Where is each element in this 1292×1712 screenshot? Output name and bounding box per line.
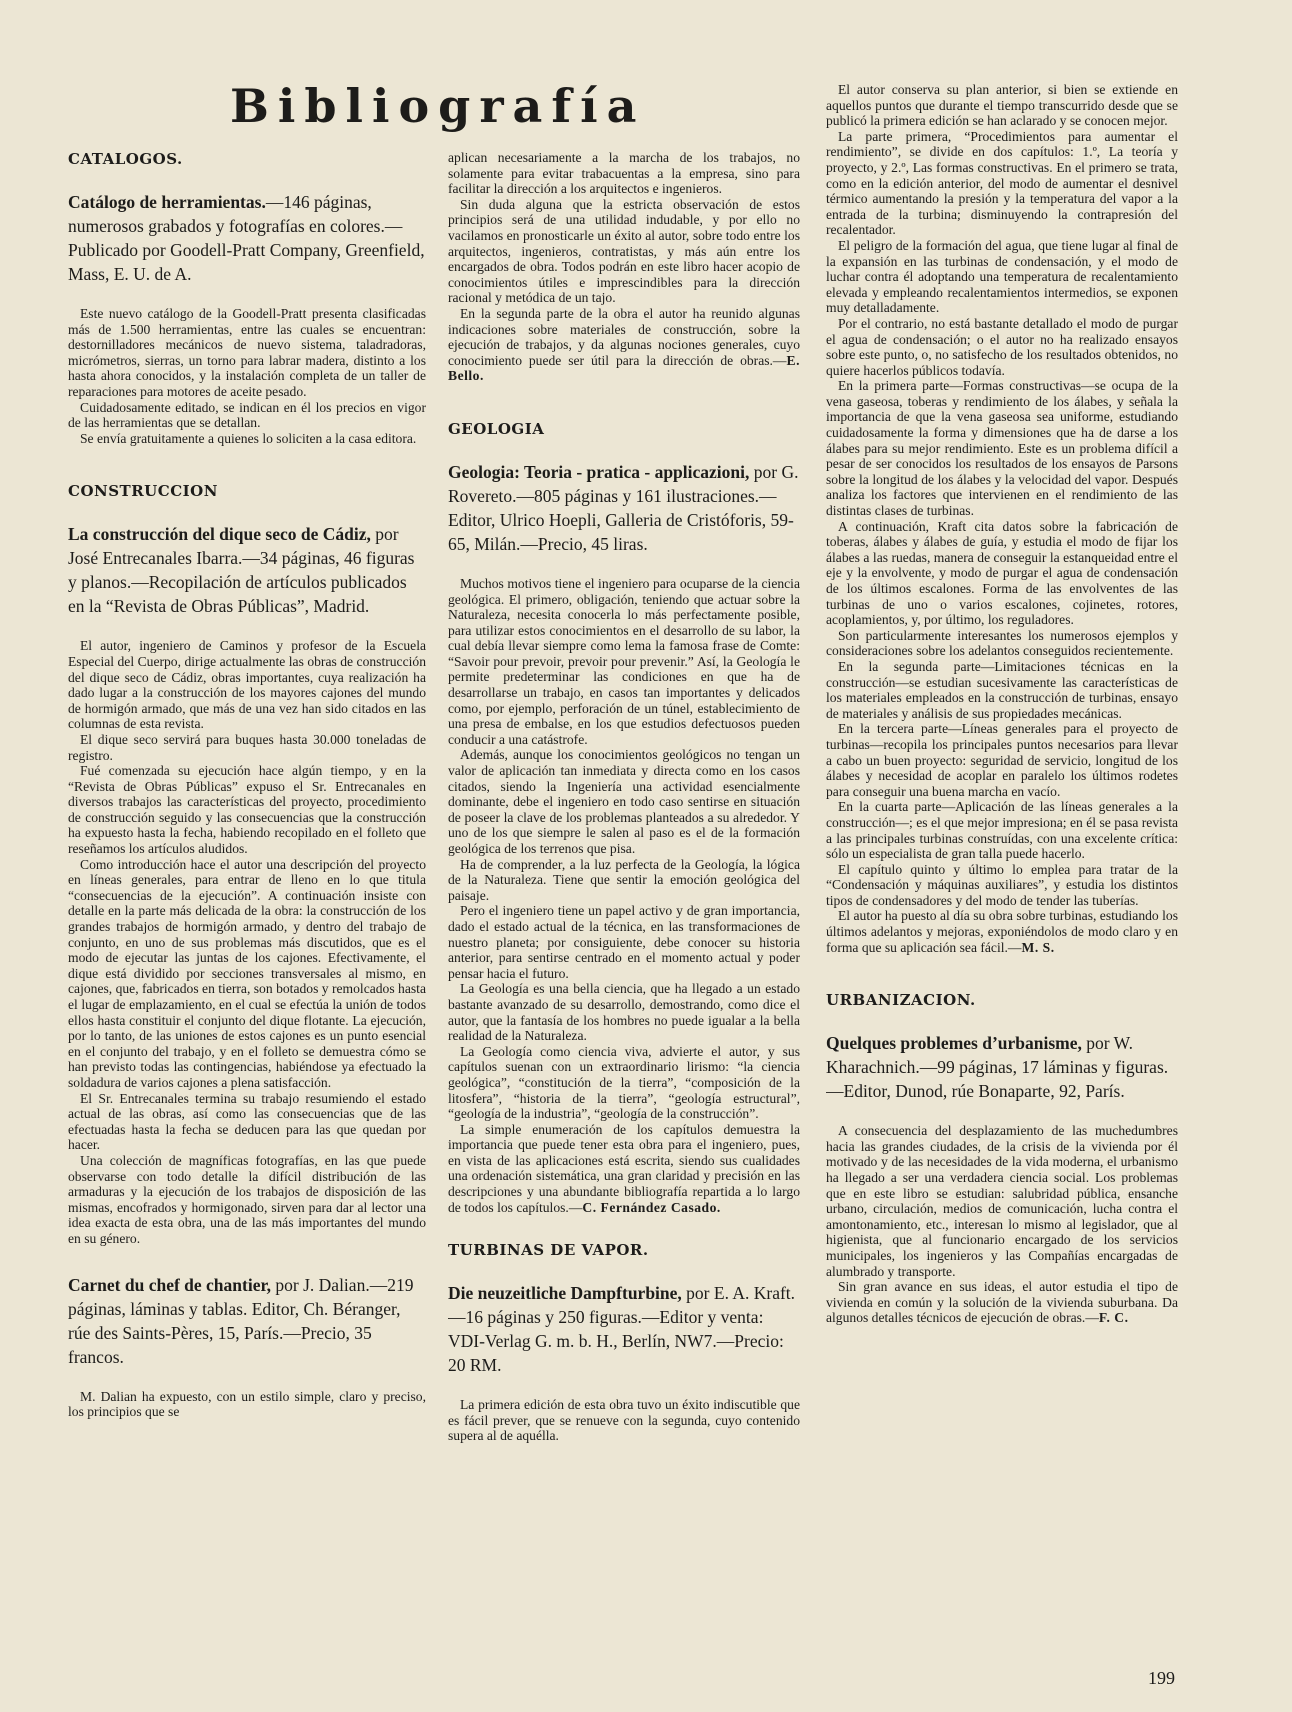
section-heading-turbinas: TURBINAS DE VAPOR. [448,1241,649,1260]
paragraph: Se envía gratuitamente a quienes lo soliciten a la casa editora. [80,430,417,446]
book-details: por J. Dalian.—219 páginas, láminas y tablas. Editor, Ch. Béranger, rúe des Saints-Pères, 15, París.—Precio, 35 francos. [68,1274,414,1367]
review-body-carnet [68,1389,426,1420]
section-heading-construccion: CONSTRUCCION [68,482,218,501]
book-details: por G. Rovereto.—805 páginas y 161 ilustraciones.—Editor, Ulrico Hoepli, Galleria de Cristóforis, 59-65, Milán.—Precio, 45 liras. [448,461,799,554]
paragraph [826,908,1178,955]
paragraph: La Geología como ciencia viva, advierte el autor, y sus capítulos suenan con un extraordinario lirismo: “la ciencia geológica”, “constitución de la tierra”, “composición de la litosfera”, “historia de la tierra”, “geología estructural”, “geología de la industria”, “geología de la construcción”. [448,1043,800,1122]
book-title: Catálogo de herramientas. [68,192,266,212]
book-title: Carnet du chef de chantier, [68,1274,272,1295]
book-entry-geologia [448,460,800,556]
book-entry-dampfturbine [448,1281,800,1377]
paragraph-text: En la segunda parte de la obra el autor ha reunido algunas indicaciones sobre materiales de construcción, sobre la ejecución de trabajos, y da algunas nociones generales, cuyo conocimiento puede ser útil para la dirección de obras.— [448,305,800,368]
review-body-geologia [448,576,800,1215]
paragraph: Este nuevo catálogo de la Goodell-Pratt presenta clasificadas más de 1.500 herramientas, entre las cuales se encuentran: destornilladores mecánicos de nuevo sistema, taladradoras, micrómetros, sierras, un torno para labrar madera, distinto a los hasta ahora conocidos, y la instalación completa de un taller de reparaciones para motores de aceite pesado. [68,306,426,399]
book-details: por José Entrecanales Ibarra.—34 páginas, 46 figuras y planos.—Recopilación de artículos publicados en la “Revista de Obras Públicas”, Madrid. [68,524,415,617]
review-body-urbanisme [826,1123,1178,1326]
paragraph: M. Dalian ha expuesto, con un estilo simple, claro y preciso, los principios que se [68,1388,426,1420]
section-heading-urbanizacion: URBANIZACION. [826,991,976,1010]
page-title: Bibliografía [230,79,646,133]
paragraph: Son particularmente interesantes los numerosos ejemplos y consideraciones sobre los adelantos conseguidos recientemente. [826,627,1178,659]
book-entry-dique [68,522,426,618]
paragraph: En la primera parte—Formas constructivas—se ocupa de la vena gaseosa, toberas y rendimiento de los álabes, y señala la importancia de que la vena gaseosa sea uniforme, estudiando cuidadosamente la forma y dimensiones que ha de darse a los álabes para su mejor rendimiento. Este es un problema difícil a pesar de ser conocidos los resultados de los ensayos de Parsons sobre la longitud de los álabes y la velocidad del vapor. Después analiza los factores que intervienen en el rendimiento de las distintas clases de turbinas. [826,378,1178,519]
review-body-catalogo [68,306,426,446]
reviewer-signature: M. S. [1021,939,1055,955]
paragraph: El dique seco servirá para buques hasta 30.000 toneladas de registro. [68,731,426,763]
paragraph: El autor, ingeniero de Caminos y profesor de la Escuela Especial del Cuerpo, dirige actualmente las obras de construcción del dique seco de Cádiz, obras importantes, cuya realización ha dado lugar a la construcción de los mayores cajones del mundo de hormigón armado, que más de una vez han sido citados en las columnas de esta revista. [68,638,426,732]
review-body-dampfturbine-continued [826,82,1178,955]
reviewer-signature: F. C. [1098,1310,1129,1326]
paragraph: Como introducción hace el autor una descripción del proyecto en líneas generales, para entrar de lleno en lo que titula “consecuencias de la ejecución”. A continuación insiste con detalle en la parte más delicada de la obra: la construcción de los grandes trabajos de hormigón armado, y dentro del trabajo de conjunto, en uno de sus problemas más discutidos, que es el modo de ejecutar las juntas de los cajones. Efectivamente, el dique está dividido por secciones transversales al mismo, en cajones, que, fabricados en tierra, son botados y remolcados hasta el lugar de emplazamiento, en el cual se efectúa la unión de todos ellos hasta constituir el conjunto del dique flotante. La ejecución, por lo tanto, de las uniones de estos cajones es un punto esencial en el conjunto del trabajo, y en el folleto se demuestra cómo se han previsto todas las contingencias, habiéndose ya efectuado la soldadura de varios cajones a plena satisfacción. [68,856,426,1090]
review-body-dique [68,638,426,1246]
book-title: Geologia: Teoria - pratica - applicazioni, [448,461,750,482]
book-details: por E. A. Kraft.—16 páginas y 250 figuras.—Editor y venta: VDI-Verlag G. m. b. H., Berlín, NW7.—Precio: 20 RM. [448,1283,796,1376]
paragraph-text: El autor ha puesto al día su obra sobre turbinas, estudiando los últimos adelantos y mejoras, exponiéndolos de modo claro y en forma que su aplicación sea fácil.— [826,908,1178,955]
review-body-carnet-continued [448,150,800,384]
paragraph: Muchos motivos tiene el ingeniero para ocuparse de la ciencia geológica. El primero, obligación, teniendo que actuar sobre la Naturaleza, necesita conocerla lo más perfectamente posible, para utilizar estos conocimientos en el desarrollo de su labor, la cual debía llevar siempre como lema la famosa frase de Comte: “Savoir pour prevoir, prevoir pour prevenir.” Así, la Geología le permite predeterminar las condiciones en que ha de desarrollarse un trabajo, en casos tan importantes y delicados como, por ejemplo, perforación de un túnel, establecimiento de una presa de embalse, en los que estudios defectuosos pueden conducir a una catástrofe. [448,575,800,747]
paragraph: El capítulo quinto y último lo emplea para tratar de la “Condensación y máquinas auxiliares”, y estudia los distintos tipos de condensadores y del modo de tender las tuberías. [826,861,1178,908]
book-details: por W. Kharachnich.—99 páginas, 17 láminas y figuras.—Editor, Dunod, rúe Bonaparte, 92, París. [826,1033,1169,1102]
paragraph: A continuación, Kraft cita datos sobre la fabricación de toberas, álabes y álabes de guía, y estudia el modo de fijar los álabes a las ruedas, manera de conseguir la estanqueidad entre el eje y la envolvente, y modo de purgar el agua de condensación de los últimos escalones. Forma de las envolventes de las turbinas de uno o varios escalones, cojinetes, rotores, acoplamientos, y, por último, los reguladores. [826,518,1178,628]
paragraph: Además, aunque los conocimientos geológicos no tengan un valor de aplicación tan inmediata y directa como en los casos citados, siendo la Ingeniería una actividad esencialmente dominante, debe el ingeniero en todo caso sentirse en situación de poseer la clave de los problemas planteados a su alrededor. Y uno de los que siempre le salen al paso es el de la formación geológica de los terrenos que pisa. [448,747,800,856]
paragraph: La Geología es una bella ciencia, que ha llegado a un estado bastante avanzado de su desarrollo, demostrando, como dice el autor, que la fantasía de los hombres no puede igualar a la bella realidad de la Naturaleza. [448,981,800,1044]
paragraph: En la tercera parte—Líneas generales para el proyecto de turbinas—recopila los principales puntos necesarios para llevar a cabo un buen proyecto: seguridad de servicio, longitud de los álabes y necesidad de acoplar en paralelo los últimos rodetes para conseguir una buena marcha en vacío. [826,721,1178,799]
paragraph: Cuidadosamente editado, se indican en él los precios en vigor de las herramientas que se detallan. [68,399,426,431]
paragraph: Por el contrario, no está bastante detallado el modo de purgar el agua de condensación; o el autor no ha realizado ensayos sobre este punto, o, no satisfecho de los resultados obtenidos, no quiere hacerlos públicos todavía. [826,315,1178,378]
paragraph: aplican necesariamente a la marcha de los trabajos, no solamente para evitar trabacuentas a la empresa, sino para facilitar la dirección a los arquitectos e ingenieros. [448,150,800,197]
paragraph: La primera edición de esta obra tuvo un éxito indiscutible que es fácil prever, que se renueve con la segunda, cuyo contenido supera al de aquélla. [448,1397,800,1444]
paragraph: Sin duda alguna que la estricta observación de estos principios será de una utilidad indudable, y por ello no vacilamos en pronosticarle un éxito al autor, sobre todo entre los arquitectos, ingenieros, contratistas, y más aún entre los encargados de obra. Todos podrán en este libro hacer acopio de conocimientos útiles e imprescindibles para la dirección racional y metódica de un tajo. [448,196,800,306]
paragraph: En la cuarta parte—Aplicación de las líneas generales a la construcción—; es el que mejor impresiona; en él se pasa revista a las principales turbinas construídas, con una excelente crítica: sólo un especialista de gran talla puede hacerlo. [826,799,1178,862]
paragraph: La parte primera, “Procedimientos para aumentar el rendimiento”, se divide en dos capítulos: 1.º, La teoría y proyecto, y 2.º, Las formas constructivas. En el primero se trata, como en la edición anterior, del modo de aumentar el desnivel térmico aumentando la presión y la temperatura del vapor a la entrada de la turbina; disminuyendo la contrapresión del recalentador. [826,128,1178,238]
column-right [826,82,1178,1612]
book-details: —146 páginas, numerosos grabados y fotografías en colores.—Publicado por Goodell-Pratt Company, Greenfield, Mass, E. U. de A. [68,192,425,284]
paragraph: En la segunda parte—Limitaciones técnicas en la construcción—se estudian sucesivamente las características de los materiales empleados en la construcción de turbinas, ensayo de materiales y análisis de sus propiedades mecánicas. [826,658,1178,721]
paragraph: Ha de comprender, a la luz perfecta de la Geología, la lógica de la Naturaleza. Tiene que sentir la emoción geológica del paisaje. [448,856,800,903]
paragraph-text: La simple enumeración de los capítulos demuestra la importancia que puede tener esta obra para el ingeniero, pues, en vista de las aplicaciones está escrita, siendo sus cualidades una ordenación sistemática, una gran claridad y precisión en las descripciones y una abundante bibliografía repartida a lo largo de todos los capítulos.— [448,1121,800,1215]
section-heading-catalogos: CATALOGOS. [68,150,183,168]
book-entry-urbanisme [826,1031,1178,1103]
paragraph: A consecuencia del desplazamiento de las muchedumbres hacia las grandes ciudades, de la crisis de la vivienda por él motivado y de las necesidades de la vida moderna, el urbanismo ha llegado a ser una verdadera ciencia social. Los problemas que en este libro se estudian: salubridad pública, ensanche urbano, circulación, medios de comunicación, lucha contra el amontonamiento, etc., interesan lo mismo al legislador, que al higienista, que al funcionario encargado de los servicios municipales, los ingenieros y las Compañías encargadas de alumbrado y transporte. [826,1123,1178,1279]
book-title: Die neuzeitliche Dampfturbine, [448,1283,682,1304]
book-entry-catalogo [68,190,426,286]
book-title: La construcción del dique seco de Cádiz, [68,524,371,545]
reviewer-signature: C. Fernández Casado. [582,1199,721,1215]
paragraph [448,1122,800,1216]
paragraph: Pero el ingeniero tiene un papel activo y de gran importancia, dado el estado actual de la técnica, en las transformaciones de nuestro planeta; por consiguiente, debe conocer su historia anterior, para sentirse centrado en el momento actual y poder pensar hacia el futuro. [448,903,800,981]
page-number: 199 [1148,1668,1175,1688]
paragraph: El peligro de la formación del agua, que tiene lugar al final de la expansión en las turbinas de condensación, y el modo de luchar contra él adoptando una temperatura de recalentamiento elevada y empleando recalentamientos intermedios, se exponen muy detalladamente. [826,237,1178,316]
book-title: Quelques problemes d’urbanisme, [826,1033,1082,1054]
section-heading-geologia: GEOLOGIA [448,419,545,438]
paragraph [826,1279,1178,1326]
book-entry-carnet [68,1273,426,1369]
paragraph [448,306,800,384]
review-body-dampfturbine [448,1397,800,1444]
column-middle [448,150,800,1670]
paragraph: Fué comenzada su ejecución hace algún tiempo, y en la “Revista de Obras Públicas” expuso el Sr. Entrecanales en diversos trabajos las características del proyecto, procedimiento de construcción seguido y las consecuencias que la construcción ha expuesto hasta la fecha, habiendo recopilado en el folleto que reseñamos los artículos aludidos. [68,763,426,857]
paragraph: El autor conserva su plan anterior, si bien se extiende en aquellos puntos que durante el tiempo transcurrido desde que se publicó la primera edición se han aclarado y se conocen mejor. [826,82,1178,129]
paragraph-text: Sin gran avance en sus ideas, el autor estudia el tipo de vivienda en común y la solución de la vivienda suburbana. Da algunos detalles técnicos de ejecución de obras.— [826,1279,1178,1326]
reviewer-signature: E. Bello. [448,352,800,384]
paragraph: El Sr. Entrecanales termina su trabajo resumiendo el estado actual de las obras, así como las consecuencias que de las efectuadas hasta la fecha se deducen para las que quedan por hacer. [68,1090,426,1153]
column-left [68,150,426,1670]
paragraph: Una colección de magníficas fotografías, en las que puede observarse con todo detalle la difícil distribución de las armaduras y la ejecución de los trabajos de disposición de las mismas, encofrados y hormigonado, sirven para dar al lector una idea exacta de esta obra, una de las más importantes del mundo en su género. [68,1152,426,1246]
